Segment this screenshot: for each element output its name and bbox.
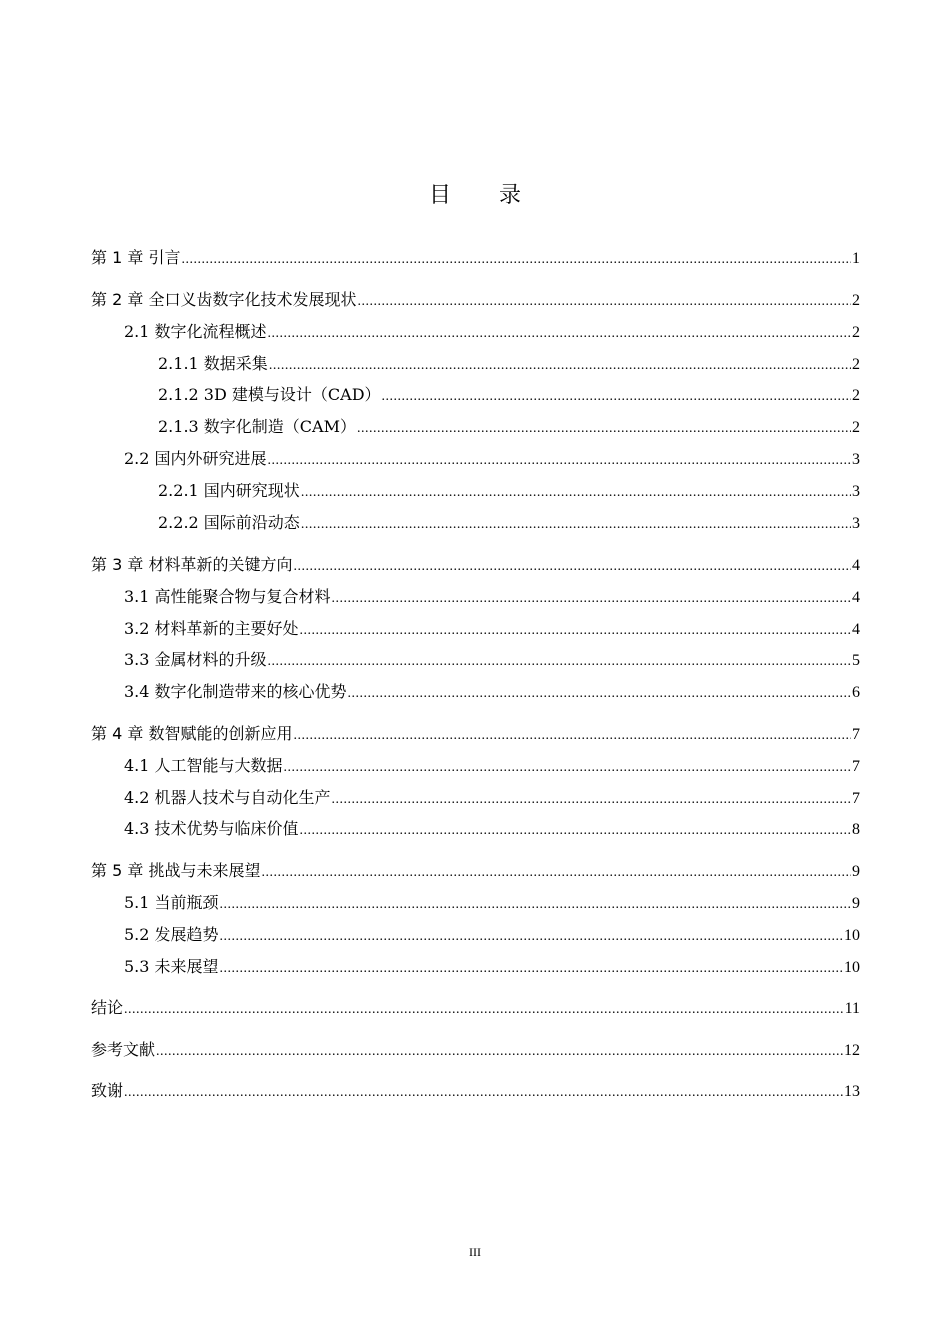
toc-entry-label: 2.1.3 数字化制造（CAM）: [158, 417, 356, 436]
toc-entry-label: 第 3 章 材料革新的关键方向: [91, 555, 293, 574]
toc-leader-dots: [357, 290, 851, 314]
toc-page-number: 9: [852, 863, 860, 880]
toc-leader-dots: [124, 1081, 843, 1105]
toc-page-number: 11: [844, 1000, 860, 1017]
toc-entry-label: 第 1 章 引言: [91, 248, 181, 267]
toc-leader-dots: [268, 322, 851, 346]
toc-entry-label: 4.2 机器人技术与自动化生产: [124, 788, 331, 807]
toc-leader-dots: [261, 861, 851, 885]
toc-entry-conclusion[interactable]: [0, 996, 950, 1020]
toc-leader-dots: [268, 449, 851, 473]
toc-entry-label: 结论: [91, 998, 124, 1017]
toc-leader-dots: [269, 354, 851, 378]
toc-entry-label: 3.1 高性能聚合物与复合材料: [124, 587, 331, 606]
toc-leader-dots: [300, 819, 851, 843]
toc-entry-3-4[interactable]: [0, 680, 950, 704]
toc-page-number: 10: [844, 927, 860, 944]
toc-entry-label: 第 5 章 挑战与未来展望: [91, 861, 261, 880]
toc-leader-dots: [181, 248, 851, 272]
toc-title: [0, 178, 950, 209]
toc-leader-dots: [301, 481, 851, 505]
toc-entry-2-1-3[interactable]: [0, 415, 950, 439]
toc-page-number: 6: [852, 684, 860, 701]
toc-leader-dots: [348, 682, 851, 706]
toc-page-number: 8: [852, 821, 860, 838]
toc-leader-dots: [284, 756, 851, 780]
toc-entry-5-1[interactable]: [0, 891, 950, 915]
toc-page-number: 3: [852, 515, 860, 532]
toc-title-part2: 录: [499, 183, 522, 208]
toc-entry-label: 2.2 国内外研究进展: [124, 449, 267, 468]
toc-entry-5-2[interactable]: [0, 923, 950, 947]
toc-entry-label: 3.2 材料革新的主要好处: [124, 619, 299, 638]
toc-entry-label: 2.1 数字化流程概述: [124, 322, 267, 341]
toc-leader-dots: [332, 587, 851, 611]
toc-entry-2-2-2[interactable]: [0, 511, 950, 535]
toc-entry-2-2-1[interactable]: [0, 479, 950, 503]
toc-entry-ch4[interactable]: [0, 722, 950, 746]
toc-page-number: 4: [852, 557, 860, 574]
toc-page-number: 4: [852, 589, 860, 606]
toc-page-number: 2: [852, 292, 860, 309]
toc-entry-ch1[interactable]: [0, 246, 950, 270]
toc-entry-label: 参考文献: [91, 1040, 156, 1059]
toc-entry-3-1[interactable]: [0, 585, 950, 609]
toc-page-number: 2: [852, 387, 860, 404]
toc-entry-4-3[interactable]: [0, 817, 950, 841]
toc-leader-dots: [220, 893, 851, 917]
toc-entry-label: 3.4 数字化制造带来的核心优势: [124, 682, 347, 701]
toc-page-number: 4: [852, 621, 860, 638]
toc-entry-3-2[interactable]: [0, 617, 950, 641]
toc-entry-4-2[interactable]: [0, 786, 950, 810]
toc-leader-dots: [220, 957, 843, 981]
toc-entry-3-3[interactable]: [0, 648, 950, 672]
toc-page-number: 2: [852, 356, 860, 373]
toc-entry-2-1-1[interactable]: [0, 352, 950, 376]
toc-page-number: 12: [844, 1042, 860, 1059]
toc-page-number: 9: [852, 895, 860, 912]
toc-entry-2-1[interactable]: [0, 320, 950, 344]
toc-title-part1: 目: [428, 183, 451, 208]
toc-page-number: 2: [852, 419, 860, 436]
toc-entry-2-2[interactable]: [0, 447, 950, 471]
toc-entry-label: 2.1.1 数据采集: [158, 354, 268, 373]
toc-entry-5-3[interactable]: [0, 955, 950, 979]
toc-page-number: 5: [852, 652, 860, 669]
toc-entry-references[interactable]: [0, 1038, 950, 1062]
page-number-footer: III: [469, 1245, 481, 1259]
toc-page-number: 3: [852, 451, 860, 468]
toc-entry-label: 第 4 章 数智赋能的创新应用: [91, 724, 293, 743]
toc-entry-2-1-2[interactable]: [0, 383, 950, 407]
toc-entry-ch5[interactable]: [0, 859, 950, 883]
toc-leader-dots: [268, 650, 851, 674]
toc-page-number: 7: [852, 758, 860, 775]
toc-entry-label: 第 2 章 全口义齿数字化技术发展现状: [91, 290, 357, 309]
toc-leader-dots: [300, 619, 851, 643]
toc-page-number: 2: [852, 324, 860, 341]
toc-page-number: 1: [852, 250, 860, 267]
toc-leader-dots: [124, 998, 844, 1022]
toc-leader-dots: [382, 385, 851, 409]
toc-entry-ch3[interactable]: [0, 553, 950, 577]
toc-entry-label: 3.3 金属材料的升级: [124, 650, 267, 669]
toc-leader-dots: [293, 724, 851, 748]
toc-page-number: 13: [844, 1083, 860, 1100]
toc-leader-dots: [357, 417, 851, 441]
toc-entry-label: 2.2.1 国内研究现状: [158, 481, 300, 500]
toc-entry-ch2[interactable]: [0, 288, 950, 312]
toc-leader-dots: [301, 513, 851, 537]
toc-entry-4-1[interactable]: [0, 754, 950, 778]
toc-entry-label: 致谢: [91, 1081, 124, 1100]
toc-leader-dots: [156, 1040, 843, 1064]
toc-entry-label: 2.2.2 国际前沿动态: [158, 513, 300, 532]
toc-page-number: 10: [844, 959, 860, 976]
toc-page-number: 7: [852, 790, 860, 807]
toc-entry-label: 2.1.2 3D 建模与设计（CAD）: [158, 385, 381, 404]
toc-entry-label: 4.1 人工智能与大数据: [124, 756, 283, 775]
toc-entry-label: 4.3 技术优势与临床价值: [124, 819, 299, 838]
toc-entry-label: 5.3 未来展望: [124, 957, 219, 976]
toc-entry-label: 5.1 当前瓶颈: [124, 893, 219, 912]
toc-page-number: 7: [852, 726, 860, 743]
toc-leader-dots: [293, 555, 851, 579]
toc-leader-dots: [220, 925, 843, 949]
toc-entry-label: 5.2 发展趋势: [124, 925, 219, 944]
toc-page-number: 3: [852, 483, 860, 500]
toc-leader-dots: [332, 788, 851, 812]
toc-entry-acknowledgements[interactable]: [0, 1079, 950, 1103]
